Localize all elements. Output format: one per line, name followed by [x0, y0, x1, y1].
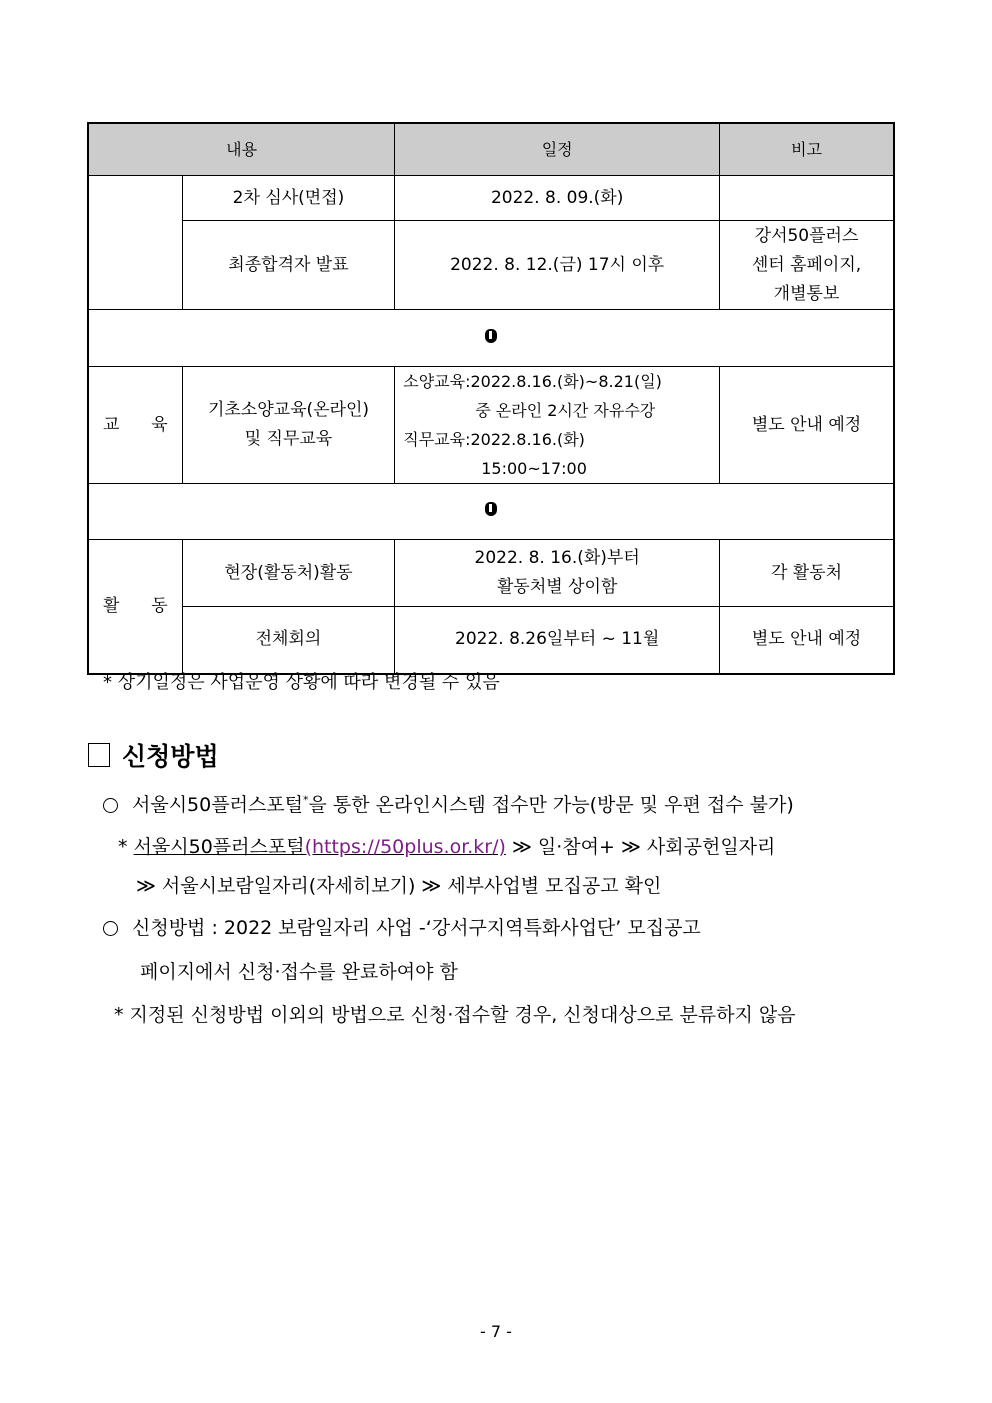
sub-note-path: ≫ 서울시보람일자리(자세히보기) ≫ 세부사업별 모집공고 확인: [136, 875, 662, 897]
table-row: [88, 540, 894, 607]
note-line: 강서50플러스: [754, 225, 859, 246]
item-cell: 2차 심사(면접): [182, 176, 395, 221]
item-cell: 전체회의: [182, 607, 395, 674]
schedule-footnote: * 상기일정은 사업운영 상황에 따라 변경될 수 있음: [103, 672, 500, 693]
down-arrow-icon: [485, 329, 497, 343]
bullet-item-method: [103, 913, 701, 940]
category-label: [97, 411, 174, 440]
table-header-row: [88, 123, 894, 176]
footnote-marker: *: [303, 793, 309, 807]
schedule-line: 활동처별 상이함: [496, 577, 618, 597]
header-schedule: 일정: [395, 123, 720, 176]
schedule-table: [87, 122, 895, 675]
schedule-cell: [395, 540, 720, 607]
category-cell-empty: [88, 176, 182, 310]
checkbox-square-icon: [88, 743, 110, 767]
schedule-cell: 2022. 8. 09.(화): [395, 176, 720, 221]
item-line: 및 직무교육: [244, 429, 333, 449]
schedule-line: 소양교육:2022.8.16.(화)~8.21(일): [403, 372, 662, 391]
category-char: 활: [103, 595, 120, 616]
header-content: 내용: [88, 123, 395, 176]
header-note: 비고: [720, 123, 894, 176]
down-arrow-icon: [485, 502, 497, 516]
schedule-cell: 2022. 8.26일부터 ~ 11월: [395, 607, 720, 674]
note-cell: [720, 221, 894, 310]
schedule-line: 중 온라인 2시간 자유수강: [475, 401, 656, 420]
schedule-line: 직무교육:2022.8.16.(화): [403, 430, 585, 449]
method-footnote: * 지정된 신청방법 이외의 방법으로 신청·접수할 경우, 신청대상으로 분류하지 않음: [114, 1004, 796, 1026]
nav-path: ≫ 일·참여+ ≫ 사회공헌일자리: [505, 836, 776, 858]
category-char: 교: [103, 414, 120, 435]
table-row: [88, 367, 894, 484]
circle-bullet-icon: [103, 798, 118, 813]
table-row: [88, 176, 894, 221]
sub-note-portal: [118, 832, 775, 859]
schedule-line: 2022. 8. 16.(화)부터: [474, 548, 640, 568]
note-line: 개별통보: [773, 283, 840, 304]
arrow-row: [88, 310, 894, 367]
category-char: 동: [151, 595, 168, 616]
portal-name: 서울시50플러스포털: [133, 836, 305, 858]
arrow-cell: [88, 484, 894, 540]
note-cell: [720, 176, 894, 221]
table-row: [88, 607, 894, 674]
item-line: 기초소양교육(온라인): [207, 400, 370, 420]
item-cell: 최종합격자 발표: [182, 221, 395, 310]
schedule-cell: 2022. 8. 12.(금) 17시 이후: [395, 221, 720, 310]
portal-link[interactable]: (https://50plus.or.kr/): [304, 836, 506, 858]
arrow-cell: [88, 310, 894, 367]
section-title: 신청방법: [122, 742, 219, 771]
category-cell-activity: [88, 540, 182, 674]
item-cell: [182, 367, 395, 484]
category-cell-education: [88, 367, 182, 484]
schedule-cell: [395, 367, 720, 484]
table-row: [88, 221, 894, 310]
star-marker: *: [118, 836, 134, 858]
bullet-continuation: 페이지에서 신청·접수를 완료하여야 함: [140, 961, 458, 983]
bullet-text: 서울시50플러스포털: [132, 794, 304, 816]
circle-bullet-icon: [103, 921, 118, 936]
schedule-line: 15:00~17:00: [481, 459, 587, 478]
bullet-text: 을 통한 온라인시스템 접수만 가능(방문 및 우편 접수 불가): [308, 794, 794, 816]
note-line: 센터 홈페이지,: [751, 254, 862, 275]
section-heading: [88, 737, 219, 773]
note-cell: 별도 안내 예정: [720, 607, 894, 674]
arrow-row: [88, 484, 894, 540]
bullet-text: 신청방법 : 2022 보람일자리 사업 -‘강서구지역특화사업단’ 모집공고: [132, 917, 701, 939]
note-cell: 별도 안내 예정: [720, 367, 894, 484]
category-char: 육: [151, 414, 168, 435]
note-cell: 각 활동처: [720, 540, 894, 607]
item-cell: 현장(활동처)활동: [182, 540, 395, 607]
category-label: [97, 592, 174, 621]
bullet-item-online: [103, 790, 794, 817]
page-number: - 7 -: [480, 1322, 512, 1341]
